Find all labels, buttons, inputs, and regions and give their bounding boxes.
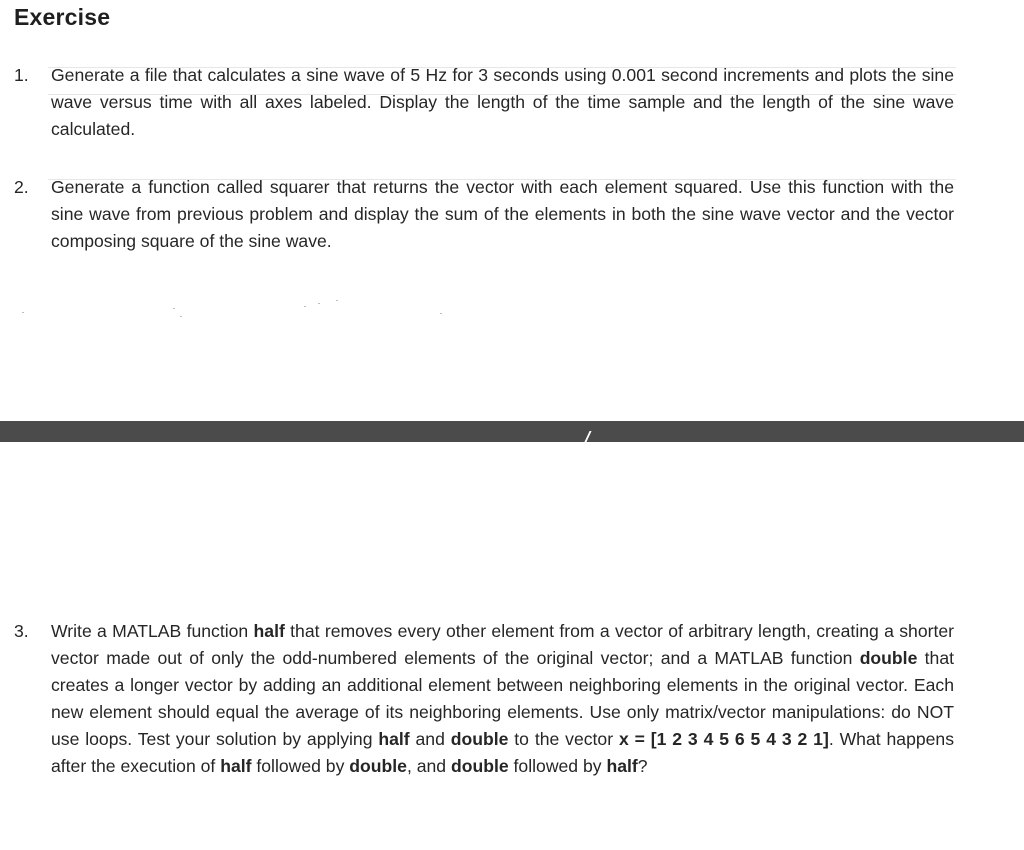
- keyword-half: half: [220, 756, 252, 776]
- page-separator-bar: [0, 421, 1024, 442]
- vector-x: x = [1 2 3 4 5 6 5 4 3 2 1]: [618, 729, 829, 749]
- keyword-double: double: [349, 756, 407, 776]
- exercise-item-1: [14, 62, 954, 143]
- exercise-item-3: [14, 618, 954, 780]
- item-number: 2.: [14, 177, 29, 197]
- keyword-half: half: [378, 729, 410, 749]
- scan-specks: [0, 296, 1024, 326]
- item-text: Write a MATLAB function half that removes every other element from a vector of arbitrary length, creating a shorter vector made out of only the odd-numbered elements of the original vector; and a MATLAB function double that creates a longer vector by adding an additional element between neighboring elements in the original vector. Each new element should equal the average of its neighboring elements. Use only matrix/vector manipulations: do NOT use loops. Test your solution by applying half and double to the vector x = [1 2 3 4 5 6 5 4 3 2 1]. What happens after the execution of half followed by double, and double followed by half?: [51, 621, 955, 776]
- keyword-double: double: [450, 756, 509, 776]
- keyword-half: half: [606, 756, 638, 776]
- item-number: 1.: [14, 65, 29, 85]
- keyword-double: double: [859, 648, 918, 668]
- keyword-double: double: [450, 729, 509, 749]
- page-title: Exercise: [14, 4, 111, 30]
- item-number: 3.: [14, 621, 29, 641]
- item-text: Generate a file that calculates a sine wave of 5 Hz for 3 seconds using 0.001 second increments and plots the sine wave versus time with all axes labeled. Display the length of the time sample and the length of the sine wave calculated.: [51, 65, 954, 139]
- keyword-half: half: [253, 621, 285, 641]
- exercise-item-2: [14, 174, 954, 255]
- item-text: Generate a function called squarer that returns the vector with each element squared. Use this function with the sine wave from previous problem and display the sum of the elements in both the sine wave vector and the vector composing square of the sine wave.: [51, 177, 954, 251]
